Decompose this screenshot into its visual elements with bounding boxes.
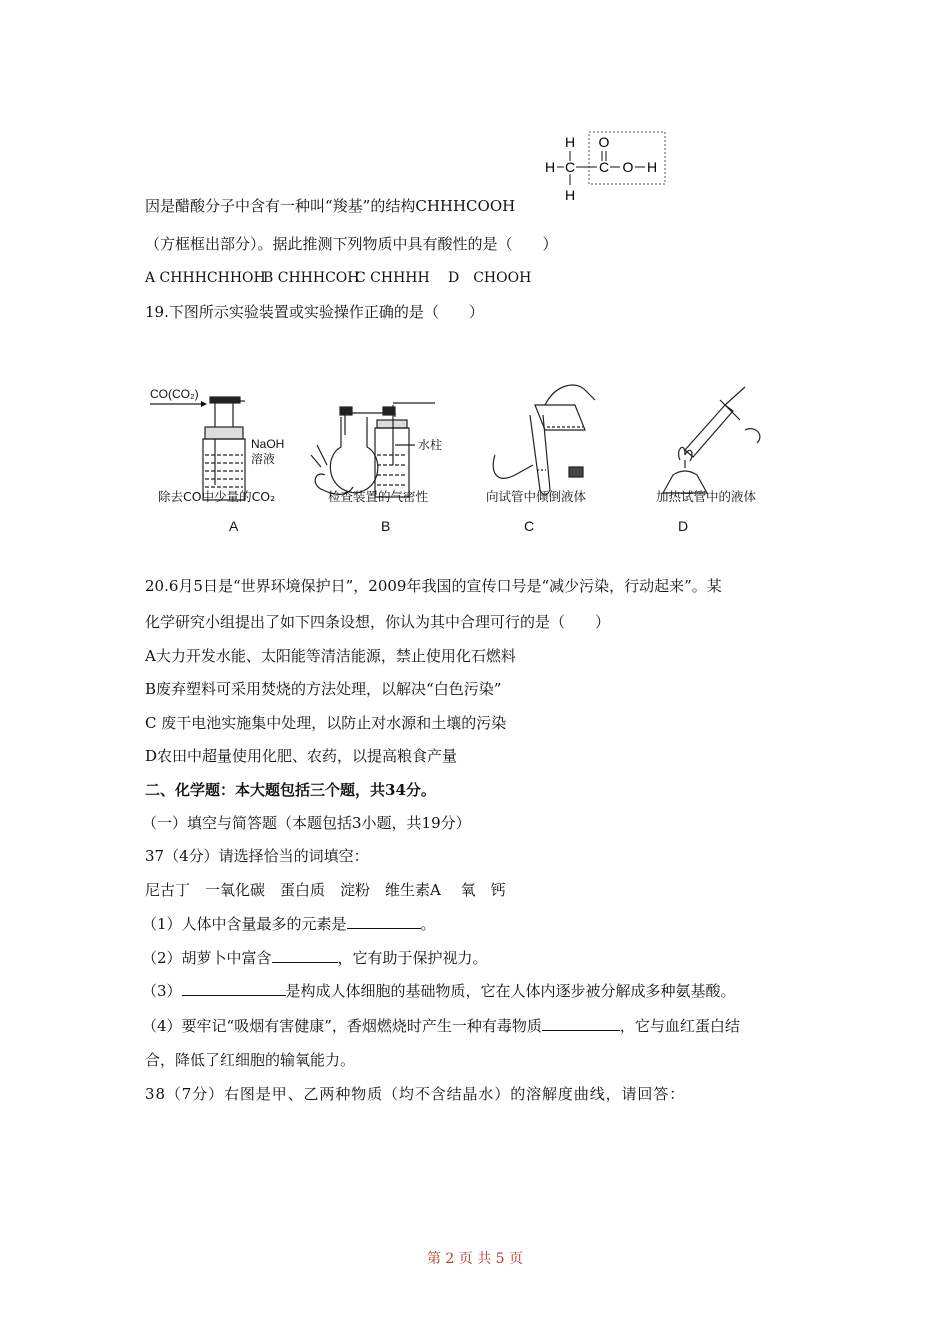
section2-subtitle: （一）填空与简答题（本题包括3小题，共19分） [142,814,471,832]
q37-blank-4[interactable] [542,1015,620,1031]
q18-options [145,268,531,288]
q37-part3 [142,980,736,1001]
q20-option-a: A大力开发水能、太阳能等清洁能源，禁止使用化石燃料 [145,647,516,665]
q18-option-c: C CHHHH [355,270,430,286]
caption-c: 向试管中倾倒液体 [486,489,587,504]
atom-h-bottom: H [564,187,576,203]
q18-option-d: D CHOOH [448,270,532,286]
q37-part4-post: ，它与血红蛋白结 [619,1017,740,1035]
q18-line2: （方框框出部分）。据此推测下列物质中具有酸性的是（ ） [145,235,558,253]
atom-h-left: H [544,159,556,175]
q19-stem: 19.下图所示实验装置或实验操作正确的是（ ） [145,303,484,321]
gas-label: CO(CO₂) [150,387,199,401]
atom-o-right: O [622,159,634,175]
q37-blank-1[interactable] [347,913,421,929]
q37-blank-2[interactable] [272,947,338,963]
atom-h-right: H [646,159,658,175]
caption-b: 检查装置的气密性 [328,489,429,504]
q37-part4-line2: 合，降低了红细胞的输氧能力。 [145,1051,356,1069]
q37-part1 [142,913,436,934]
atom-h-top: H [564,134,576,150]
q37-part4-pre: （4）要牢记“吸烟有害健康”，香烟燃烧时产生一种有毒物质 [142,1017,542,1035]
q20-option-c: C 废干电池实施集中处理，以防止对水源和土壤的污染 [145,714,507,732]
atom-c2: C [598,159,610,175]
q37-part4 [142,1015,740,1036]
solution-label: 溶液 [251,452,276,466]
section2-title: 二、化学题：本大题包括三个题，共34分。 [145,781,436,799]
apparatus-a [150,387,284,500]
caption-a: 除去CO中少量的CO₂ [158,489,276,504]
letter-b: B [381,518,391,534]
letter-c: C [524,518,535,534]
letter-d: D [678,518,689,534]
q20-line2: 化学研究小组提出了如下四条设想，你认为其中合理可行的是（ ） [145,613,611,631]
q18-option-b: B CHHHCOH [263,270,360,286]
page-footer: 第 2 页 共 5 页 [426,1251,524,1267]
apparatus-d [663,387,760,493]
q37-part3-pre: （3） [142,982,182,1000]
q20-line1: 20.6月5日是“世界环境保护日”，2009年我国的宣传口号是“减少污染，行动起来”。某 [145,577,722,595]
q37-part2-pre: （2）胡萝卜中富含 [142,949,272,967]
q18-line1: 因是醋酸分子中含有一种叫“羧基”的结构CHHHCOOH [145,197,516,215]
atom-o-top: O [598,134,610,150]
q38-stem: 38（7分）右图是甲、乙两种物质（均不含结晶水）的溶解度曲线，请回答： [145,1085,686,1103]
q37-word-bank: 尼古丁 一氧化碳 蛋白质 淀粉 维生素A 氧 钙 [145,881,506,899]
letter-a: A [229,518,239,534]
experiment-figure [145,375,805,505]
q20-option-b: B废弃塑料可采用焚烧的方法处理，以解决“白色污染” [145,680,502,698]
q37-part2-post: ，它有助于保护视力。 [337,949,488,967]
q37-part1-post: 。 [420,915,436,933]
q37-blank-3[interactable] [182,980,286,996]
apparatus-b [311,403,442,497]
q20-option-d: D农田中超量使用化肥、农药，以提高粮食产量 [145,747,458,765]
water-column-label: 水柱 [418,438,443,452]
acetic-acid-structure [538,130,678,210]
naoh-label: NaOH [251,437,285,451]
caption-d: 加热试管中的液体 [656,489,757,504]
apparatus-c [493,385,595,495]
atom-c1: C [564,159,576,175]
q37-stem: 37（4分）请选择恰当的词填空： [145,847,369,865]
q37-part3-post: 是构成人体细胞的基础物质，它在人体内逐步被分解成多种氨基酸。 [285,982,736,1000]
q18-option-a: A CHHHCHHOH [145,270,266,286]
q37-part2 [142,947,488,968]
q37-part1-pre: （1）人体中含量最多的元素是 [142,915,347,933]
